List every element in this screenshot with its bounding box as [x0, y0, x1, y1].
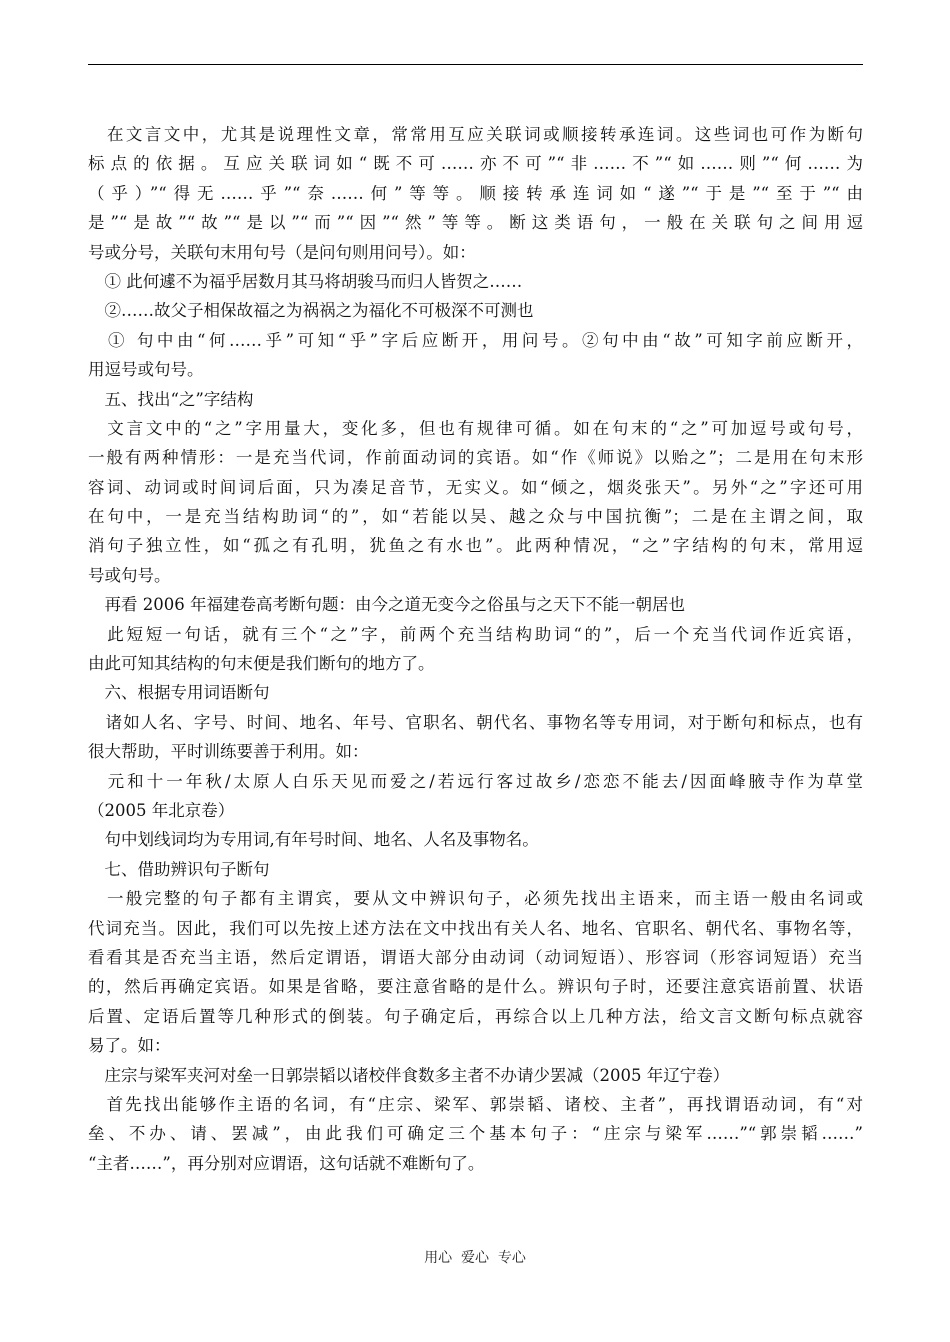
paragraph-line: 易了。如： [88, 1036, 171, 1056]
paragraph-line: 消句子独立性，如“孤之有孔明，犹鱼之有水也”。此两种情况，“之”字结构的句末，常用逗 [88, 536, 863, 556]
paragraph-line: 在文言文中，尤其是说理性文章，常常用互应关联词或顺接转承连词。这些词也可作为断句 [88, 125, 863, 144]
paragraph-line: ① 句中由“何……乎”可知“乎”字后应断开，用问号。②句中由“故”可知字前应断开， [88, 330, 863, 350]
paragraph-line: 诸如人名、字号、时间、地名、年号、官职名、朝代名、事物名等专用词，对于断句和标点，也有 [88, 712, 863, 732]
example-line: 再看 2006 年福建卷高考断句题：由今之道无变今之俗虽与之天下不能一朝居也 [88, 595, 685, 615]
example-line: 元和十一年秋/太原人白乐天见而爱之/若远行客过故乡/恋恋不能去/因面峰腋寺作为草堂 [88, 771, 863, 791]
paragraph-line: 用逗号或句号。 [88, 360, 204, 380]
section-heading: 六、根据专用词语断句 [88, 683, 270, 703]
paragraph-line: 在句中，一是充当结构助词“的”，如“若能以吴、越之众与中国抗衡”；二是在主谓之间，取 [88, 507, 863, 527]
paragraph-line: 号或句号。 [88, 565, 171, 585]
paragraph-line: 一般完整的句子都有主谓宾，要从文中辨识句子，必须先找出主语来，而主语一般由名词或 [88, 889, 863, 909]
page-footer: 用心 爱心 专心 [424, 1250, 526, 1266]
example-line: 庄宗与梁军夹河对垒一日郭崇韬以诸校伴食数多主者不办请少罢减（2005 年辽宁卷） [88, 1065, 730, 1085]
paragraph-line: 容词、动词或时间词后面，只为凑足音节，无实义。如“倾之，烟炎张天”。另外“之”字还可用 [88, 477, 863, 497]
paragraph-line: 很大帮助，平时训练要善于利用。如： [88, 742, 369, 762]
header-rule [88, 64, 863, 65]
example-line: ②……故父子相保故福之为祸祸之为福化不可极深不可测也 [88, 301, 534, 321]
example-line: ① 此何遽不为福乎居数月其马将胡骏马而归人皆贺之…… [88, 271, 523, 291]
paragraph-line: 后置、定语后置等几种形式的倒装。句子确定后，再综合以上几种方法，给文言文断句标点就容 [88, 1006, 863, 1026]
paragraph-line: 的，然后再确定宾语。如果是省略，要注意省略的是什么。辨识句子时，还要注意宾语前置、状语 [88, 977, 863, 997]
paragraph-line: 句中划线词均为专用词,有年号时间、地名、人名及事物名。 [88, 830, 539, 850]
paragraph-line: 垒、不办、请、罢减”，由此我们可确定三个基本句子：“庄宗与梁军……”“郭崇韬……” [88, 1124, 863, 1144]
paragraph-line: （乎）”“得无……乎”“奈……何”等等。顺接转承连词如“遂”“于是”“至于”“由 [88, 183, 863, 203]
section-heading: 七、借助辨识句子断句 [88, 859, 270, 879]
paragraph-line: 是”“是故”“故”“是以”“而”“因”“然”等等。断这类语句，一般在关联句之间用逗 [88, 213, 863, 233]
paragraph-line: 首先找出能够作主语的名词，有“庄宗、梁军、郭崇韬、诸校、主者”，再找谓语动词，有“对 [88, 1094, 863, 1114]
paragraph-line: “主者……”，再分别对应谓语，这句话就不难断句了。 [88, 1153, 485, 1173]
paragraph-line: 文言文中的“之”字用量大，变化多，但也有规律可循。如在句末的“之”可加逗号或句号， [88, 418, 863, 438]
document-body [88, 120, 863, 1178]
section-heading: 五、找出“之”字结构 [88, 389, 254, 409]
paragraph-line: 此短短一句话，就有三个“之”字，前两个充当结构助词“的”，后一个充当代词作近宾语， [88, 624, 863, 644]
paragraph-line: 代词充当。因此，我们可以先按上述方法在文中找出有关人名、地名、官职名、朝代名、事物名等， [88, 918, 863, 938]
example-source: （2005 年北京卷） [88, 800, 235, 820]
paragraph-line: 号或分号，关联句末用句号（是问句则用问号）。如： [88, 242, 476, 262]
paragraph-line: 由此可知其结构的句末便是我们断句的地方了。 [88, 654, 435, 674]
paragraph-line: 一般有两种情形：一是充当代词，作前面动词的宾语。如“作《师说》以贻之”；二是用在句末形 [88, 448, 863, 468]
paragraph-line: 标点的依据。互应关联词如“既不可……亦不可”“非……不”“如……则”“何……为 [88, 154, 863, 174]
paragraph-line: 看看其是否充当主语，然后定谓语，谓语大部分由动词（动词短语）、形容词（形容词短语）充当 [88, 947, 863, 967]
